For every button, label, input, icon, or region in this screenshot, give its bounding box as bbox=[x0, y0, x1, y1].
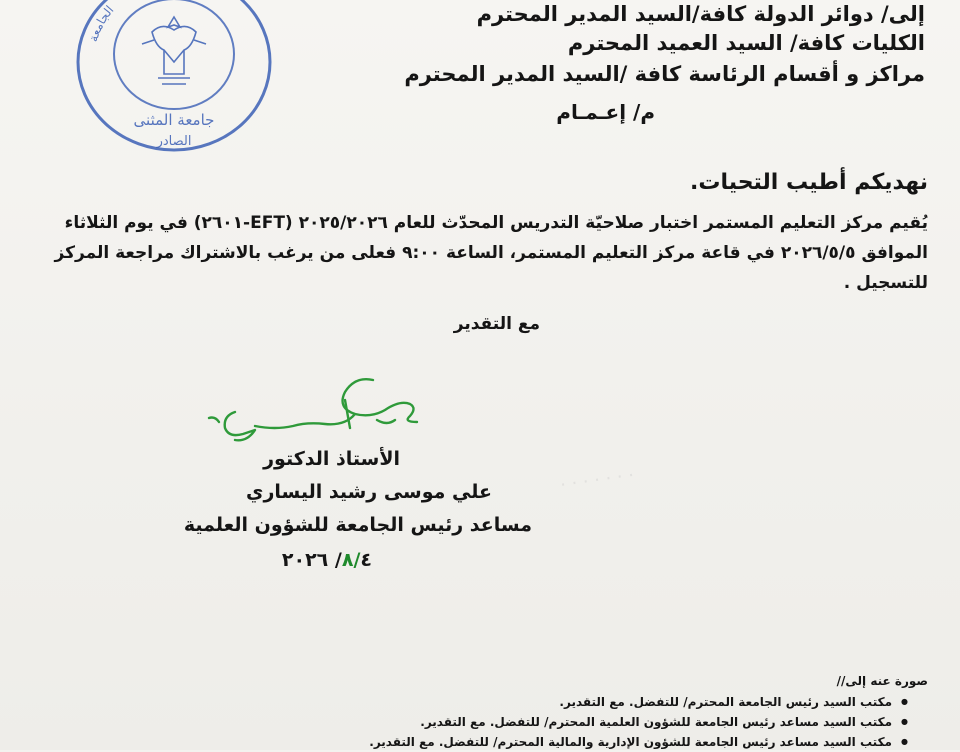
cc-item: ● مكتب السيد رئيس الجامعة المحترم/ للتفضل. مع التقدير. bbox=[308, 692, 908, 712]
faint-watermark: · · · · · · · bbox=[558, 464, 636, 497]
closing: مع التقدير bbox=[453, 314, 540, 334]
cc-list bbox=[308, 692, 908, 752]
address-line-3: مراكز و أقسام الرئاسة كافة /السيد المدير المحترم bbox=[404, 62, 925, 86]
cc-heading: صورة عنه إلى// bbox=[836, 674, 928, 688]
cc-item: ● مكتب السيد مساعد رئيس الجامعة للشؤون العلمية المحترم/ للتفضل. مع التقدير. bbox=[308, 712, 908, 732]
signatory-title: الأستاذ الدكتور bbox=[263, 448, 400, 470]
handwritten-signature-icon bbox=[195, 370, 430, 455]
official-stamp-icon bbox=[72, 0, 277, 157]
greeting: نهديكم أطيب التحيات. bbox=[690, 170, 928, 195]
signatory-name: علي موسى رشيد اليساري bbox=[246, 481, 492, 503]
stamp-text-top: الجامعة bbox=[85, 2, 117, 44]
signatory-position: مساعد رئيس الجامعة للشؤون العلمية bbox=[183, 514, 532, 536]
stamp-text-bottom: جامعة المثنى bbox=[133, 111, 215, 129]
document-date bbox=[282, 549, 372, 571]
cc-item: ● مكتب السيد مساعد رئيس الجامعة للشؤون الإدارية والمالية المحترم/ للتفضل. مع التقدير. bbox=[308, 732, 908, 752]
subject-line: م/ إعـمـام bbox=[556, 100, 655, 124]
date-handwritten-part: ٨/ bbox=[341, 549, 361, 571]
svg-text:الجامعة bbox=[86, 3, 117, 43]
address-line-2: الكليات كافة/ السيد العميد المحترم bbox=[567, 31, 925, 55]
stamp-text-outgoing: الصادر bbox=[156, 134, 192, 149]
address-line-1: إلى/ دوائر الدولة كافة/السيد المدير المحترم bbox=[476, 2, 925, 26]
body-paragraph: يُقيم مركز التعليم المستمر اختبار صلاحيّة التدريس المحدّث للعام ٢٠٢٥/٢٠٢٦ (EFT-٢٦٠١) في يوم الثلاثاء الموافق ٢٠٢٦/٥/٥ في قاعة مركز التعليم المستمر، الساعة ٩:٠٠ فعلى من يرغب بالاشتراك مراجعة المركز للتسجيل . bbox=[54, 213, 928, 293]
date-printed-part: ٤/ ٢٠٢٦ bbox=[281, 549, 372, 571]
